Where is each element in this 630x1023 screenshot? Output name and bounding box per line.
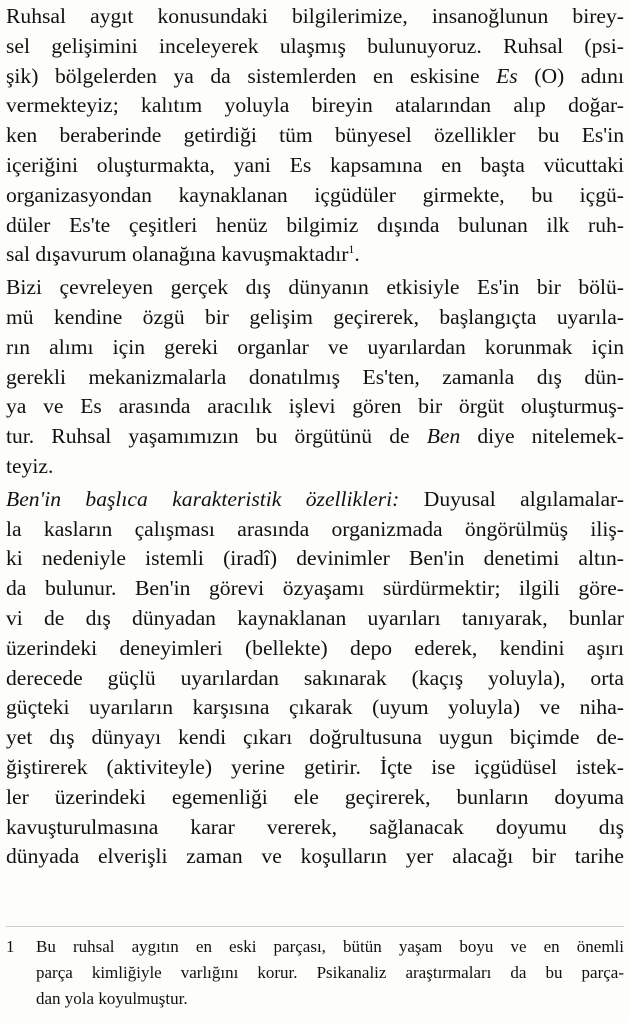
text-line: ya ve Es arasında aracılık işlevi gören bir örgüt oluşturmuş- — [6, 394, 624, 419]
text-line: derecede güçlü uyarılardan sakınarak (kaçış yoluyla), orta — [6, 665, 624, 690]
text-line: dünyada elverişli zaman ve koşulların yer alacağı bir tarihe — [6, 844, 624, 869]
paragraph-2 — [6, 273, 624, 482]
paragraph-3 — [6, 485, 624, 872]
text-line — [6, 422, 624, 452]
text-segment: diye nitelemek- — [477, 424, 624, 449]
text-line: Ruhsal aygıt konusundaki bilgilerimize, insanoğlunun birey- — [6, 4, 624, 28]
text-line: içeriğini oluşturmakta, yani Es kapsamına en başta vücuttaki — [6, 152, 624, 177]
footnote — [6, 934, 624, 1012]
text-line: vermekteyiz; kalıtım yoluyla bireyin atalarından alıp doğar- — [6, 93, 624, 118]
es-term: Es — [496, 63, 518, 88]
text-line: yet dış dünyayı kendi çıkarı doğrultusuna uygun biçimde de- — [6, 725, 624, 750]
text-line: ki nedeniyle istemli (iradî) devinimler Ben'in denetimi altın- — [6, 546, 624, 571]
footnote-text — [36, 934, 624, 1012]
footnote-number: 1 — [6, 937, 15, 956]
text-line: da bulunur. Ben'in görevi özyaşamı sürdürmektir; ilgili göre- — [6, 576, 624, 601]
text-line: organizasyondan kaynaklanan içgüdüler girmekte, bu içgü- — [6, 182, 624, 207]
text-segment: sal dışavurum olanağına kavuşmaktadır — [6, 242, 349, 267]
text-line: teyiz. — [6, 453, 54, 478]
text-line: rın alımı için gereki organlar ve uyarılardan korunmak için — [6, 334, 624, 359]
footnote-divider — [6, 926, 624, 927]
footnote-line: dan yola koyulmuştur. — [36, 989, 188, 1008]
text-line — [6, 62, 624, 92]
text-segment: şik) bölgelerden ya da sistemlerden en eskisine — [6, 63, 480, 88]
text-segment: . — [354, 242, 360, 267]
text-segment: Duyusal algılamalar- — [423, 486, 625, 511]
text-line: üzerindeki deneyimleri (bellekte) depo ederek, kendini aşırı — [6, 635, 624, 660]
ben-term: Ben — [426, 424, 461, 449]
text-line — [6, 485, 624, 515]
text-line: vi de dış dünyadan kaynaklanan uyarıları tanıyarak, bunlar — [6, 605, 624, 630]
text-line: la kasların çalışması arasında organizmada öngörülmüş iliş- — [6, 516, 624, 541]
main-text — [6, 2, 624, 872]
text-line: ğiştirerek (aktiviteyle) yerine getirir. İçte ise içgüdüsel istek- — [6, 754, 624, 779]
section-lead: Ben'in başlıca karakteristik özellikleri: — [6, 486, 400, 511]
text-line: ken beraberinde getirdiği tüm bünyesel özellikler bu Es'in — [6, 123, 624, 148]
footnote-line: parça kimliğiyle varlığını korur. Psikanaliz araştırmaları da bu parça- — [36, 963, 624, 982]
text-segment: (O) adını — [534, 63, 624, 88]
footnote-marker: 1 — [348, 242, 355, 257]
text-line: düler Es'te çeşitleri henüz bilgimiz dışında bulunan ilk ruh- — [6, 212, 624, 237]
text-line: Bizi çevreleyen gerçek dış dünyanın etkisiyle Es'in bir bölü- — [6, 275, 624, 300]
text-line: gerekli mekanizmalarla donatılmış Es'ten, zamanla dış dün- — [6, 364, 624, 389]
text-segment: tur. Ruhsal yaşamımızın bu örgütünü de — [6, 424, 410, 449]
text-line: sel gelişimini inceleyerek ulaşmış bulunuyoruz. Ruhsal (psi- — [6, 33, 624, 58]
text-line: ler üzerindeki egemenliği ele geçirerek, bunların doyuma — [6, 784, 624, 809]
text-line — [6, 240, 624, 270]
paragraph-1 — [6, 2, 624, 270]
text-line: kavuşturulmasına karar vererek, sağlanacak doyumu dış — [6, 814, 624, 839]
text-line: mü kendine özgü bir gelişim geçirerek, başlangıçta uyarıla- — [6, 304, 624, 329]
footnote-line: Bu ruhsal aygıtın en eski parçası, bütün yaşam boyu ve en önemli — [36, 937, 624, 956]
text-line: güçteki uyarıların karşısına çıkarak (uyum yoluyla) ve niha- — [6, 695, 624, 720]
